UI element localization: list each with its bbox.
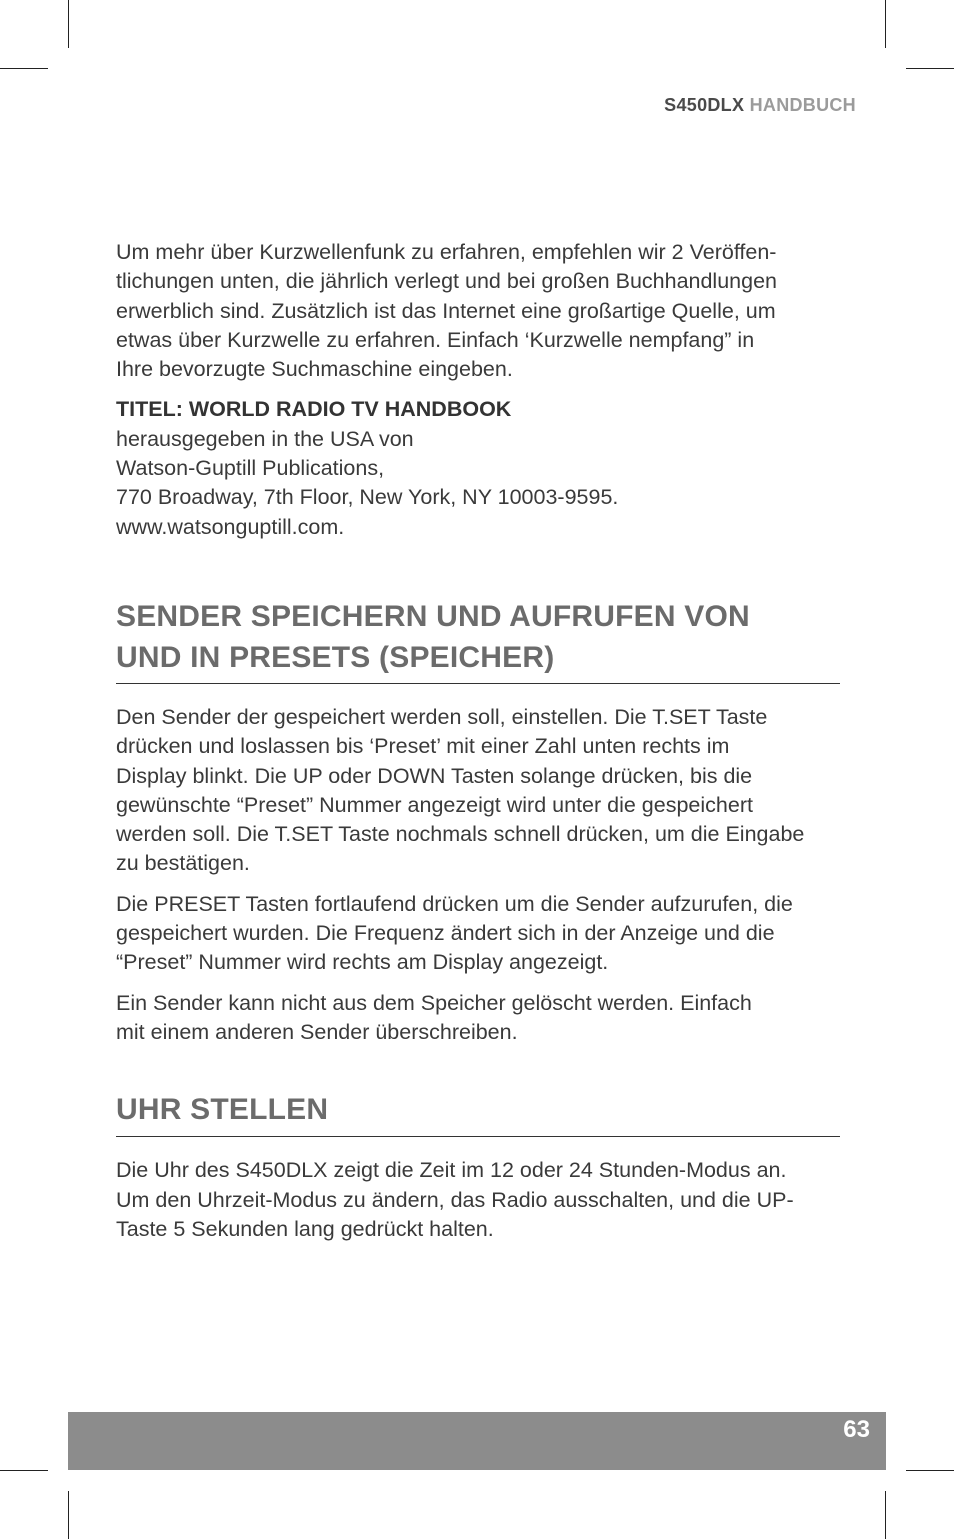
heading-line: UND IN PRESETS (SPEICHER) [116, 640, 555, 674]
page-content [116, 238, 840, 1244]
book-website: www.watsonguptill.com. [116, 514, 345, 539]
text-line: Die Uhr des S450DLX zeigt die Zeit im 12 oder 24 Stunden-Modus an. [116, 1158, 787, 1183]
heading-line: SENDER SPEICHERN UND AUFRUFEN VON [116, 599, 750, 633]
text-line: tlichungen unten, die jährlich verlegt und bei großen Buchhandlungen [116, 269, 777, 294]
paragraph [116, 1156, 840, 1244]
text-line: drücken und loslassen bis ‘Preset’ mit einer Zahl unten rechts im [116, 734, 730, 759]
running-head-model: S450DLX [664, 95, 745, 115]
text-line: werden soll. Die T.SET Taste nochmals schnell drücken, um die Eingabe [116, 822, 805, 847]
section-presets [116, 596, 840, 1047]
text-line: erwerblich sind. Zusätzlich ist das Internet eine großartige Quelle, um [116, 298, 776, 323]
crop-mark [906, 1470, 954, 1471]
footer-bar [68, 1412, 886, 1470]
book-title: TITEL: WORLD RADIO TV HANDBOOK [116, 397, 512, 422]
heading-rule [116, 1136, 840, 1137]
text-line: Die PRESET Tasten fortlaufend drücken um die Sender aufzurufen, die [116, 891, 793, 916]
section-clock [116, 1089, 840, 1244]
intro-paragraph [116, 238, 840, 384]
crop-mark [906, 68, 954, 69]
text-line: zu bestätigen. [116, 851, 250, 876]
section-heading [116, 596, 840, 678]
book-publisher-line: herausgegeben in the USA von [116, 426, 414, 451]
text-line: Ihre bevorzugte Suchmaschine eingeben. [116, 357, 513, 382]
crop-mark [885, 1491, 886, 1539]
text-line: Den Sender der gespeichert werden soll, einstellen. Die T.SET Taste [116, 704, 768, 729]
paragraph [116, 890, 840, 978]
page-number: 63 [843, 1416, 870, 1443]
crop-mark [0, 1470, 48, 1471]
heading-rule [116, 683, 840, 684]
crop-mark [885, 0, 886, 48]
crop-mark [68, 0, 69, 48]
text-line: Display blinkt. Die UP oder DOWN Tasten solange drücken, bis die [116, 763, 753, 788]
text-line: Ein Sender kann nicht aus dem Speicher gelöscht werden. Einfach [116, 990, 752, 1015]
book-publisher-name: Watson-Guptill Publications, [116, 456, 385, 481]
book-reference [116, 395, 840, 541]
text-line: mit einem anderen Sender überschreiben. [116, 1019, 518, 1044]
paragraph [116, 989, 840, 1048]
crop-mark [68, 1491, 69, 1539]
text-line: Um mehr über Kurzwellenfunk zu erfahren, empfehlen wir 2 Veröffen- [116, 240, 777, 264]
text-line: “Preset” Nummer wird rechts am Display angezeigt. [116, 950, 609, 975]
text-line: Um den Uhrzeit-Modus zu ändern, das Radio ausschalten, und die UP- [116, 1187, 794, 1212]
text-line: etwas über Kurzwelle zu erfahren. Einfach ‘Kurzwelle nempfang” in [116, 327, 755, 352]
book-address: 770 Broadway, 7th Floor, New York, NY 10003-9595. [116, 485, 619, 510]
running-head [664, 95, 856, 116]
text-line: gewünschte “Preset” Nummer angezeigt wird unter die gespeichert [116, 792, 753, 817]
running-head-title: HANDBUCH [749, 95, 856, 115]
section-heading: UHR STELLEN [116, 1093, 329, 1127]
crop-mark [0, 68, 48, 69]
text-line: Taste 5 Sekunden lang gedrückt halten. [116, 1216, 494, 1241]
paragraph [116, 703, 840, 879]
text-line: gespeichert wurden. Die Frequenz ändert sich in der Anzeige und die [116, 921, 775, 946]
